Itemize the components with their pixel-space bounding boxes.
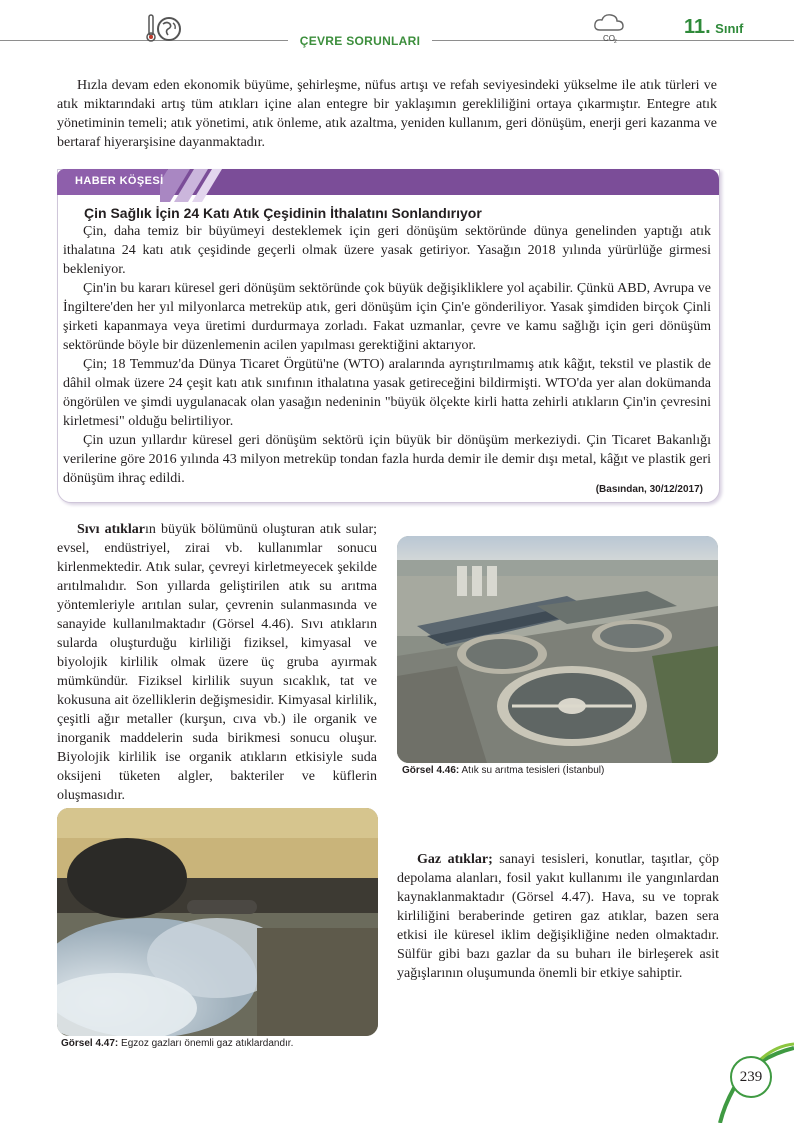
news-body <box>63 222 711 488</box>
news-label: HABER KÖŞESİ <box>75 175 164 187</box>
liquid-waste-paragraph <box>57 520 377 805</box>
figure-446-caption <box>402 765 604 776</box>
news-paragraph: Çin'in bu kararı küresel geri dönüşüm sektöründe çok büyük değişikliklere yol açabilir. Çünkü ABD, Avrupa ve İngiltere'den her yıl milyonlarca metreküp atık, geri dönüşüm için Çin'e gönderiliyor. Yasak şimdiden birçok Çinli şirketi kapanmaya veya üretimi durdurmaya zorladı. Fakat uzmanlar, çevre ve kamu sağlığı için geri dönüşüm sektöründe böyle bir düzenlemenin acilen yapılması gerektiğini aktarıyor. <box>63 281 711 353</box>
liquid-waste-text: ın büyük bölümünü oluşturan atık sular; evsel, endüstriyel, zirai vb. kullanımlar sonucu kirlenmektedir. Atık sular, çevreyi kirletmeyecek şekilde arıtılmalıdır. Son yıllarda geliştirilen atık su arıtma yöntemleriyle arıtılan sular, çevrenin sulanmasında ve sanayide kullanılmaktadır (Görsel 4.46). Sıvı atıkların sularda oluşturduğu kirliliği fiziksel, kimyasal ve biyolojik kirlilik olmak üzere üç gruba ayırmak mümkündür. Fiziksel kirlilik suyun sıcaklık, tat ve kokusuna ait özelliklerin değişmesidir. Kimyasal kirlilik, çeşitli ağır metaller (kurşun, cıva vb.) ile organik ve inorganik maddelerin suda birikmesi sonucu oluşur. Biyolojik kirlilik ise organik atıkların etkisiyle suda oksijeni tüketen algler, bakteriler ve küflerin oluşmasıdır. <box>57 522 377 803</box>
gas-waste-section <box>397 850 719 983</box>
figure-447-label: Görsel 4.47: <box>61 1038 119 1049</box>
gas-waste-text: sanayi tesisleri, konutlar, taşıtlar, çöp depolama alanları, fosil yakıt kullanımı ile yangınlardan kaynaklanmaktadır (Görsel 4.47). Hava, su ve toprak kirliliğini beraberinde getiren gaz atıklar, bazen sera etkisi ile küresel iklim değişikliğine neden olmaktadır. Sülfür gibi bazı gazlar da su buharı ile birleşerek asit yağışlarının oluşumunda önemli bir etkiye sahiptir. <box>397 852 719 981</box>
liquid-waste-term: Sıvı atıklar <box>77 522 146 537</box>
page-number: 239 <box>730 1056 772 1098</box>
section-title: ÇEVRE SORUNLARI <box>288 34 432 48</box>
news-source: (Basından, 30/12/2017) <box>595 484 703 495</box>
figure-446-text: Atık su arıtma tesisleri (İstanbul) <box>459 765 605 776</box>
gas-waste-paragraph <box>397 850 719 983</box>
grade-text: Sınıf <box>715 21 744 36</box>
liquid-waste-section <box>57 520 377 805</box>
co2-label: CO <box>603 34 615 43</box>
figure-447-caption <box>61 1038 293 1049</box>
intro-paragraph: Hızla devam eden ekonomik büyüme, şehirleşme, nüfus artışı ve refah seviyesindeki yükselme ile atık türleri ve atık miktarındaki artış tüm atıkları içine alan entegre bir yaklaşımın gerekliliğini ortaya çıkarmıştır. Entegre atık yönetiminin temeli; atık yönetimi, atık önleme, atık azaltma, yeniden kullanım, geri dönüşüm, enerji geri kazanma ve bertaraf hiyerarşisine dayanmaktadır. <box>57 78 717 150</box>
exhaust-photo <box>57 808 378 1036</box>
news-title: Çin Sağlık İçin 24 Katı Atık Çeşidinin İthalatını Sonlandırıyor <box>84 205 482 221</box>
thermometer-globe-icon <box>140 12 186 44</box>
grade-label <box>684 16 743 39</box>
news-paragraph: Çin; 18 Temmuz'da Dünya Ticaret Örgütü'ne (WTO) aralarında ayrıştırılmamış atık kâğıt, tekstil ve plastik de dâhil olmak üzere 24 çeşit katı atık sınıfının ithalatına yasak getireceğini bildirmişti. WTO'da yer alan dokümanda öngörülen ve şimdi uygulanacak olan yasağın nedeninin "büyük ölçekte kirli hatta zehirli atıkların Çin'in çevresini kirletmesi" olduğu belirtiliyor. <box>63 357 711 429</box>
news-paragraph: Çin, daha temiz bir büyümeyi desteklemek için geri dönüşüm sektöründe dünya genelinden yaptığı atık ithalatına 24 katı atık çeşidinde geçerli olmak üzere yasak getiriyor. Yasağın 2018 yılında yürürlüğe girmesi bekleniyor. <box>63 224 711 277</box>
news-paragraph: Çin uzun yıllardır küresel geri dönüşüm sektörü için büyük bir dönüşüm merkeziydi. Çin Ticaret Bakanlığı verilerine göre 2016 yılında 43 milyon metreküp tondan fazla hurda demir ile demir dışı metal, kâğıt ve plastik geri dönüşüm ihraç edildi. <box>63 433 711 486</box>
gas-waste-term: Gaz atıklar; <box>417 852 493 867</box>
news-stripes-decoration <box>160 162 270 202</box>
co2-subscript: 2 <box>614 39 617 44</box>
figure-447-text: Egzoz gazları önemli gaz atıklardandır. <box>118 1038 294 1049</box>
figure-446-label: Görsel 4.46: <box>402 765 460 776</box>
cloud-co2-icon <box>592 10 628 44</box>
treatment-plant-photo <box>397 536 718 763</box>
grade-number: 11. <box>684 16 711 38</box>
